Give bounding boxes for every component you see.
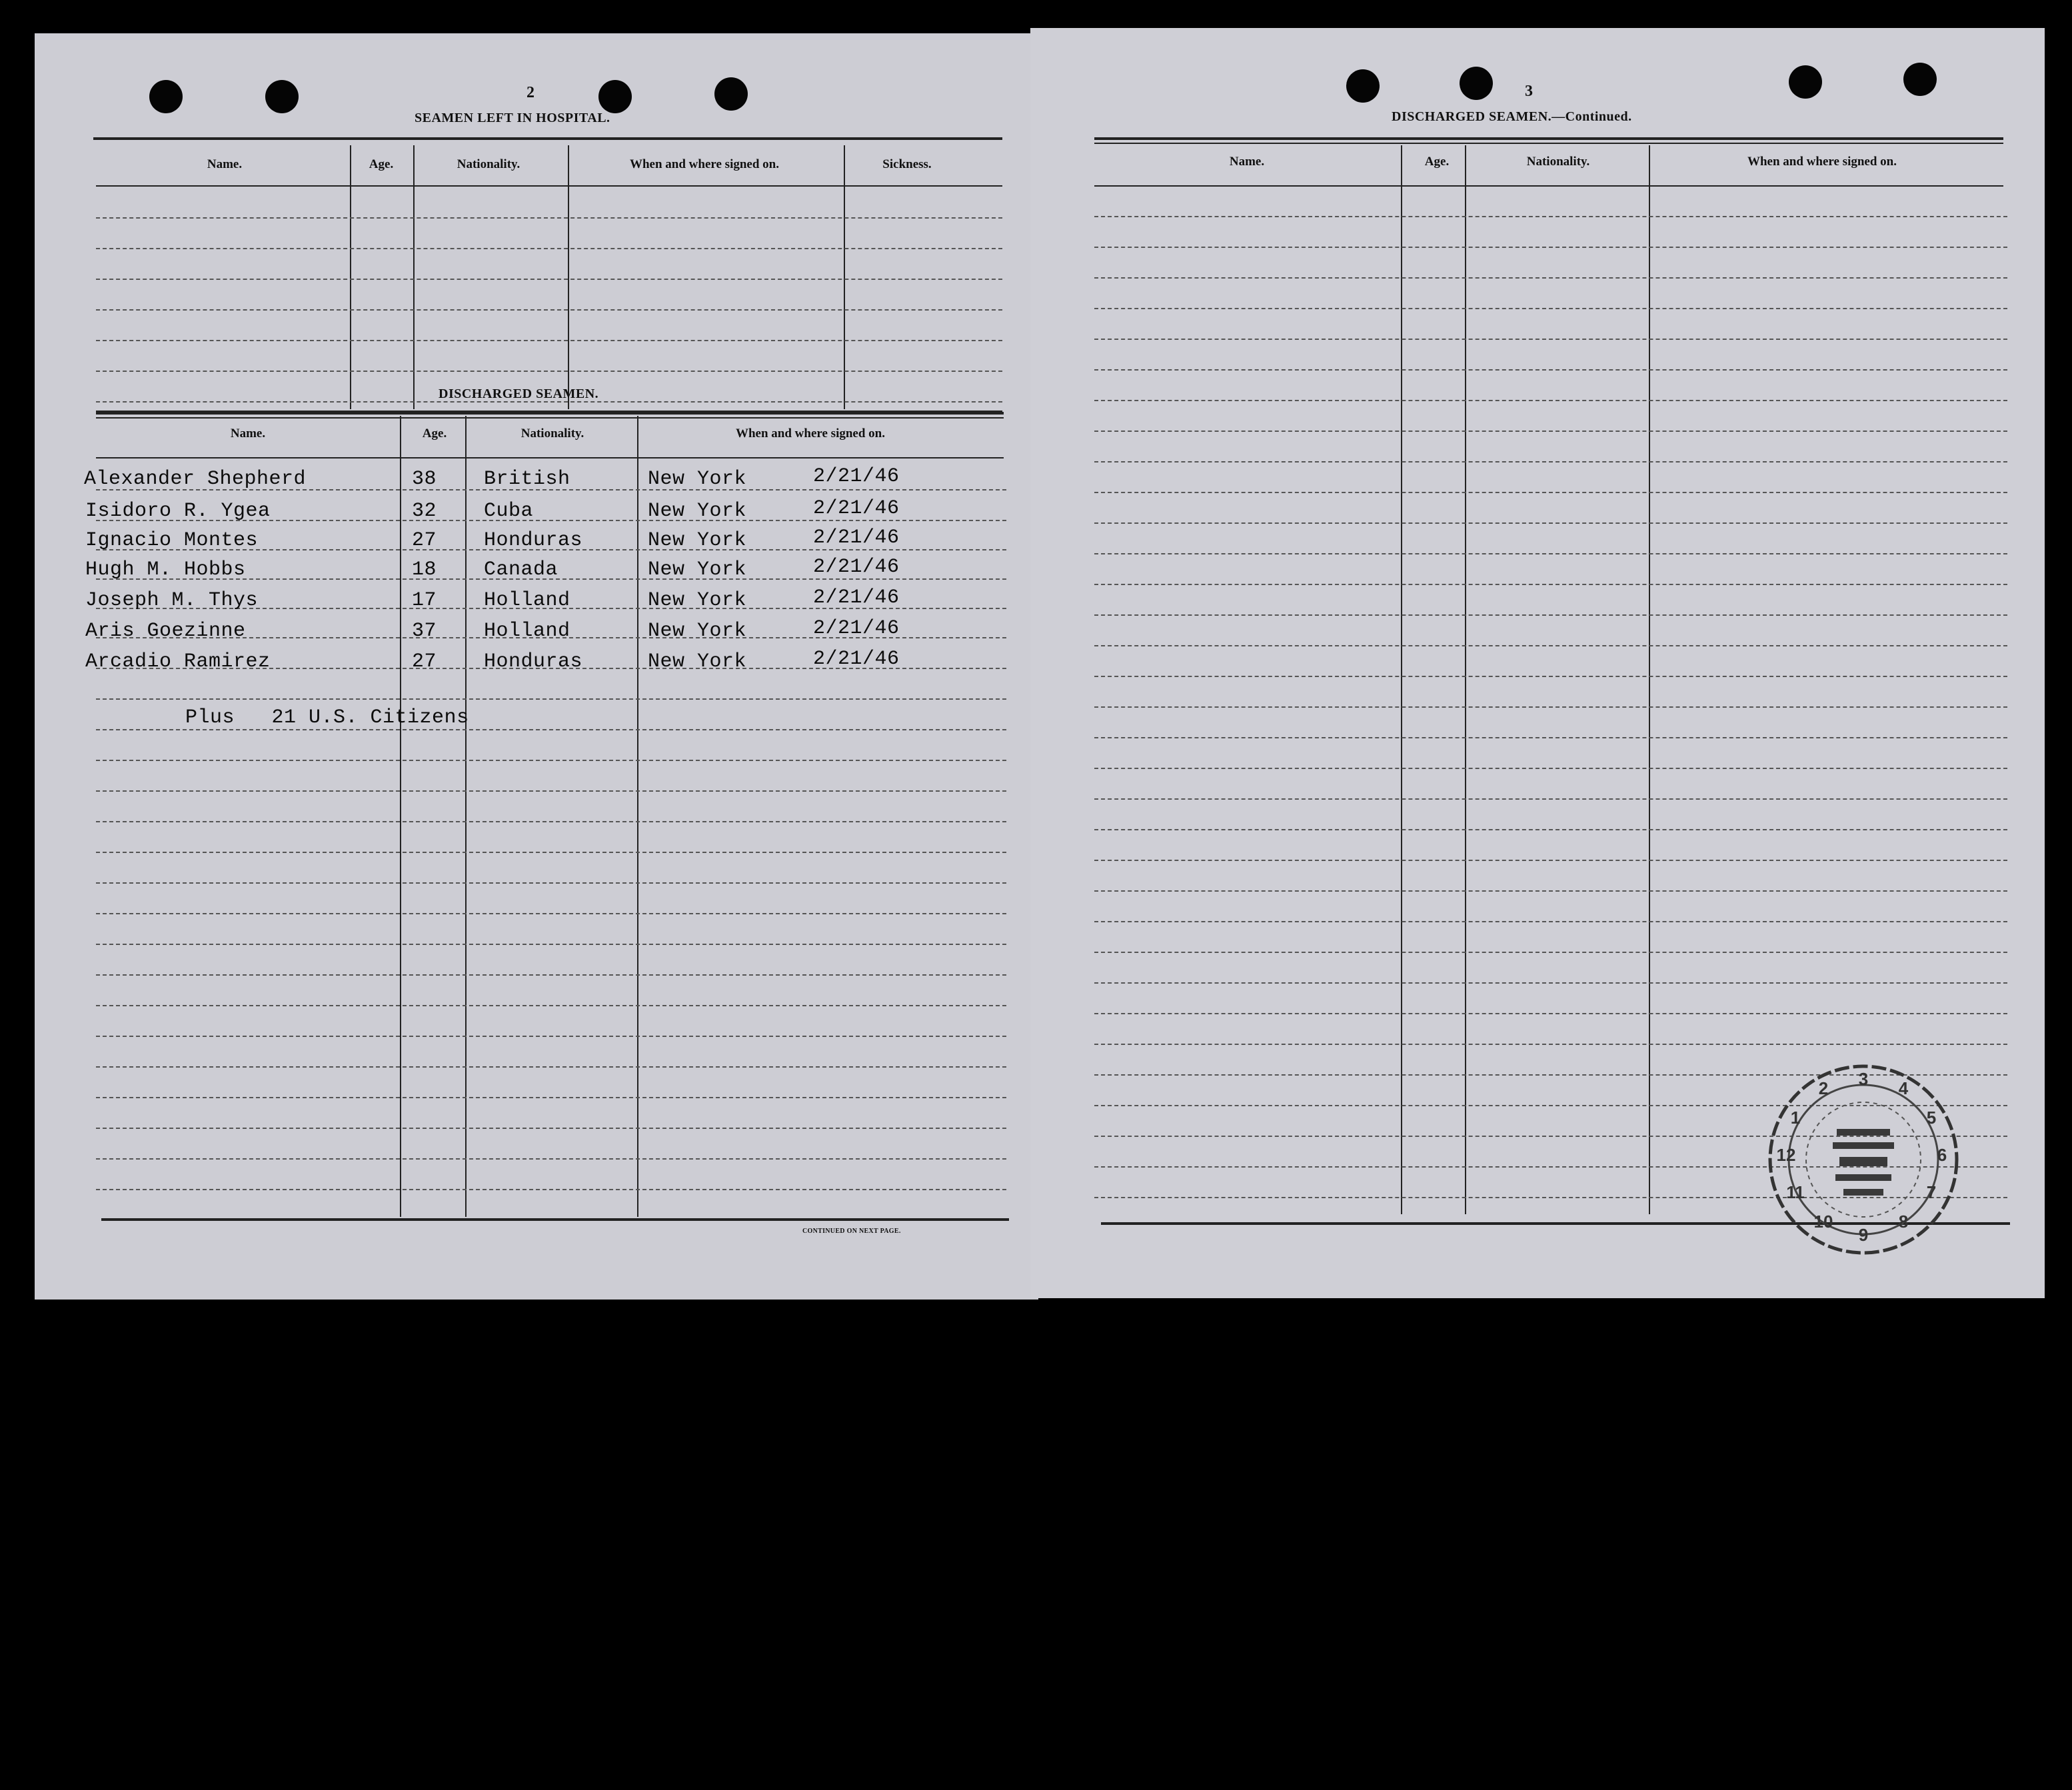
seaman-age: 17 [412, 589, 437, 612]
seaman-age: 27 [412, 650, 437, 673]
svg-text:8: 8 [1898, 1212, 1909, 1232]
page-number: 2 [526, 84, 534, 101]
discharged-header-signed: When and where signed on. [735, 427, 885, 441]
signed-date: 2/21/46 [813, 586, 900, 609]
svg-text:6: 6 [1937, 1145, 1947, 1165]
svg-text:5: 5 [1926, 1108, 1937, 1128]
ruled-line [1094, 431, 2007, 432]
discharged-header-age: Age. [422, 427, 447, 441]
ruled-line [96, 882, 1006, 884]
rule [96, 412, 1004, 415]
seaman-name: Ignacio Montes [85, 529, 259, 552]
continued-header-signed: When and where signed on. [1747, 155, 1897, 169]
punch-hole [1460, 67, 1493, 100]
signed-place: New York [648, 468, 747, 490]
rule [1094, 143, 2003, 144]
citizens-note: Plus 21 U.S. Citizens [185, 706, 469, 729]
ruled-line [1094, 1044, 2007, 1045]
ruled-line [1094, 921, 2007, 922]
seaman-nationality: Holland [484, 620, 570, 642]
ruled-line [96, 1066, 1006, 1068]
ruled-line [1094, 247, 2007, 248]
ruled-line [96, 913, 1006, 914]
rule [101, 1218, 1009, 1221]
ruled-line [96, 248, 1002, 249]
svg-text:7: 7 [1926, 1182, 1937, 1202]
ruled-line [1094, 952, 2007, 953]
ruled-line [1094, 798, 2007, 800]
ruled-line [96, 729, 1006, 730]
ruled-line [1094, 706, 2007, 708]
ruled-line [1094, 645, 2007, 646]
left-page [35, 33, 1038, 1300]
ruled-line [1094, 339, 2007, 340]
column-divider [350, 145, 351, 409]
seaman-name: Hugh M. Hobbs [85, 558, 246, 581]
discharged-header-name: Name. [230, 427, 266, 441]
svg-text:12: 12 [1776, 1145, 1796, 1165]
ruled-line [96, 279, 1002, 280]
discharged-continued-title: DISCHARGED SEAMEN.—Continued. [1392, 109, 1632, 124]
ruled-line [1094, 461, 2007, 462]
ruled-line [96, 1189, 1006, 1190]
continued-header-age: Age. [1424, 155, 1450, 169]
continued-footer: CONTINUED ON NEXT PAGE. [802, 1228, 901, 1235]
hospital-section-title: SEAMEN LEFT IN HOSPITAL. [415, 111, 610, 125]
ruled-line [1094, 522, 2007, 524]
hospital-header-sickness: Sickness. [882, 157, 932, 171]
ruled-line [96, 698, 1006, 700]
ruled-line [1094, 676, 2007, 677]
signed-date: 2/21/46 [813, 465, 900, 488]
signed-date: 2/21/46 [813, 556, 900, 578]
column-divider [844, 145, 845, 409]
punch-hole [714, 77, 748, 111]
seaman-nationality: Honduras [484, 650, 583, 673]
column-divider [1465, 145, 1466, 1214]
ruled-line [96, 371, 1002, 372]
signed-place: New York [648, 589, 747, 612]
ruled-line [1094, 982, 2007, 984]
ruled-line [1094, 584, 2007, 585]
signed-place: New York [648, 620, 747, 642]
svg-text:3: 3 [1858, 1069, 1869, 1089]
rule [93, 137, 1002, 140]
column-divider [413, 145, 415, 409]
seaman-age: 32 [412, 500, 437, 522]
continued-header-name: Name. [1229, 155, 1265, 169]
svg-text:2: 2 [1818, 1078, 1829, 1098]
svg-text:1: 1 [1790, 1108, 1801, 1128]
signed-date: 2/21/46 [813, 526, 900, 549]
signed-place: New York [648, 650, 747, 673]
right-page [1030, 28, 2045, 1298]
ruled-line [96, 217, 1002, 219]
seaman-nationality: Cuba [484, 500, 534, 522]
hospital-header-name: Name. [207, 157, 243, 171]
seaman-age: 38 [412, 468, 437, 490]
punch-hole [1346, 69, 1380, 103]
ruled-line [1094, 216, 2007, 217]
ruled-line [96, 309, 1002, 311]
ruled-line [96, 1128, 1006, 1129]
signed-date: 2/21/46 [813, 617, 900, 640]
ruled-line [96, 821, 1006, 822]
rule [1094, 137, 2003, 140]
seaman-nationality: British [484, 468, 570, 490]
svg-text:4: 4 [1898, 1078, 1909, 1098]
ruled-line [96, 1158, 1006, 1160]
seaman-name: Isidoro R. Ygea [85, 500, 271, 522]
ruled-line [1094, 492, 2007, 493]
punch-hole [149, 80, 183, 113]
punch-hole [598, 80, 632, 113]
ruled-line [96, 340, 1002, 341]
ruled-line [1094, 369, 2007, 371]
ruled-line [96, 1036, 1006, 1037]
seaman-age: 18 [412, 558, 437, 581]
column-divider [1401, 145, 1402, 1214]
punch-hole [1903, 63, 1937, 96]
ruled-line [1094, 890, 2007, 892]
signed-place: New York [648, 558, 747, 581]
date-stamp-icon [1763, 1060, 1963, 1260]
svg-text:9: 9 [1858, 1225, 1869, 1245]
ruled-line [96, 1005, 1006, 1006]
ruled-line [1094, 1013, 2007, 1014]
page-number: 3 [1525, 83, 1533, 100]
column-divider [568, 145, 569, 409]
discharged-header-nationality: Nationality. [520, 427, 584, 441]
signed-place: New York [648, 529, 747, 552]
rule [96, 457, 1004, 458]
hospital-header-nationality: Nationality. [457, 157, 520, 171]
ruled-line [1094, 829, 2007, 830]
punch-hole [265, 80, 299, 113]
ruled-line [1094, 860, 2007, 861]
rule [96, 417, 1004, 419]
signed-place: New York [648, 500, 747, 522]
seaman-age: 37 [412, 620, 437, 642]
seaman-name: Joseph M. Thys [85, 589, 259, 612]
svg-text:11: 11 [1786, 1182, 1805, 1202]
ruled-line [1094, 400, 2007, 401]
column-divider [1649, 145, 1650, 1214]
rule [1094, 185, 2003, 187]
seaman-name: Arcadio Ramirez [85, 650, 271, 673]
ruled-line [1094, 614, 2007, 616]
ruled-line [96, 944, 1006, 945]
punch-hole [1789, 65, 1822, 99]
seaman-name: Alexander Shepherd [84, 468, 307, 490]
continued-header-nationality: Nationality. [1526, 155, 1590, 169]
ruled-line [96, 852, 1006, 853]
seaman-nationality: Canada [484, 558, 558, 581]
signed-date: 2/21/46 [813, 648, 900, 670]
seaman-nationality: Holland [484, 589, 570, 612]
svg-text:10: 10 [1813, 1212, 1833, 1232]
signed-date: 2/21/46 [813, 497, 900, 520]
ruled-line [96, 974, 1006, 976]
rule [96, 185, 1002, 187]
hospital-header-age: Age. [369, 157, 394, 171]
ruled-line [1094, 737, 2007, 738]
seaman-age: 27 [412, 529, 437, 552]
ruled-line [1094, 553, 2007, 554]
ruled-line [96, 790, 1006, 792]
ruled-line [96, 760, 1006, 761]
seaman-nationality: Honduras [484, 529, 583, 552]
discharged-section-title: DISCHARGED SEAMEN. [439, 387, 599, 401]
hospital-header-signed: When and where signed on. [629, 157, 779, 171]
seaman-name: Aris Goezinne [85, 620, 246, 642]
ruled-line [1094, 768, 2007, 769]
ruled-line [1094, 308, 2007, 309]
ruled-line [1094, 277, 2007, 279]
ruled-line [96, 1097, 1006, 1098]
